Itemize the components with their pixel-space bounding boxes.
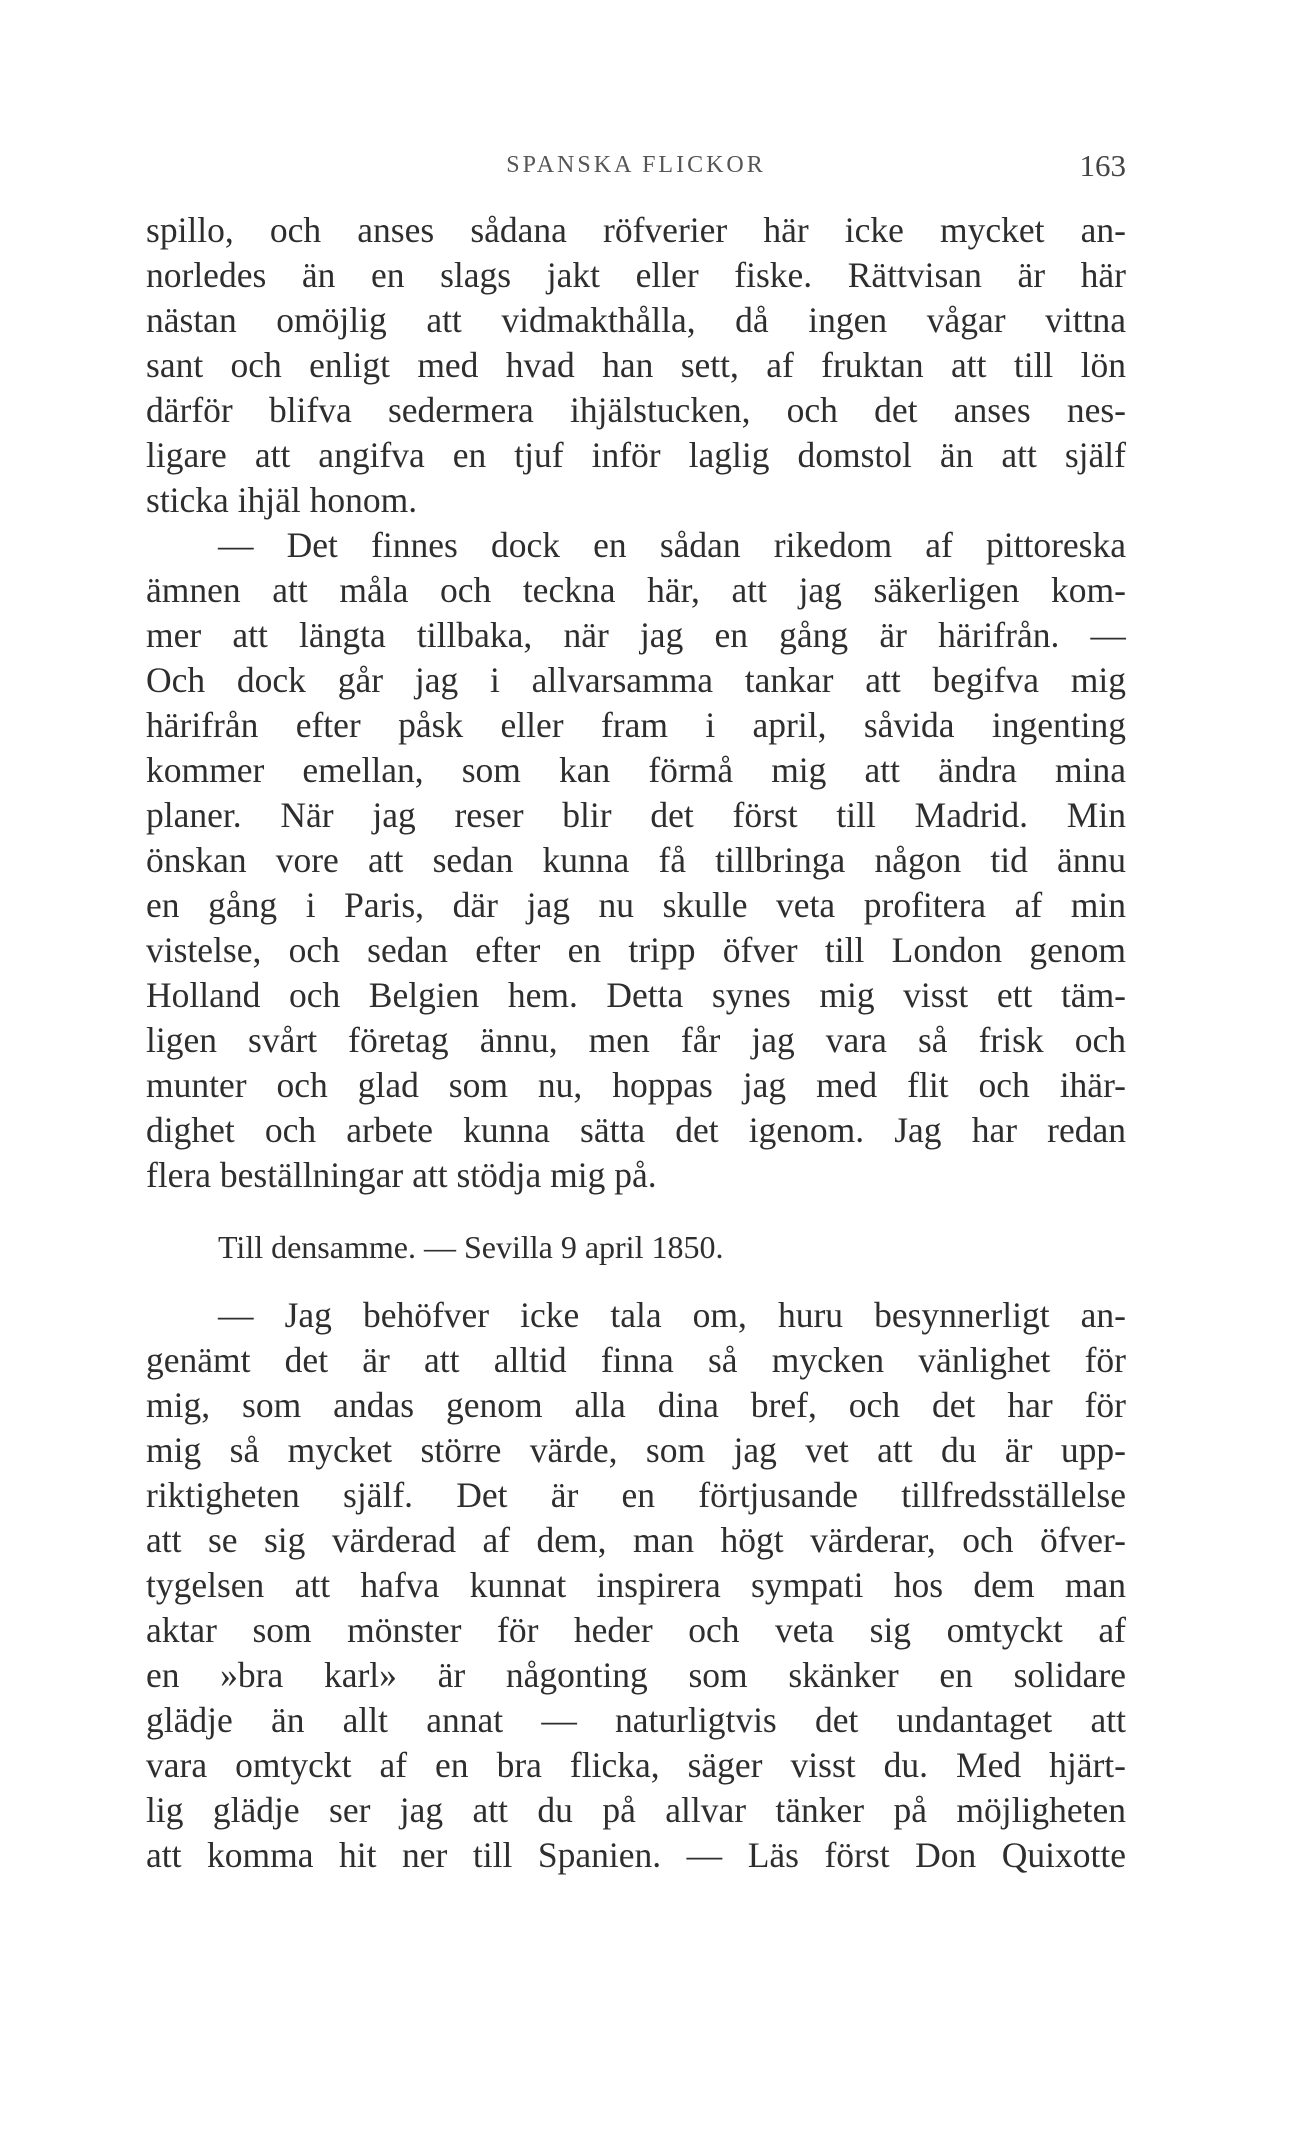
text-line: genämt det är att alltid finna så mycken vänlighet för — [146, 1340, 1126, 1380]
text-line: Holland och Belgien hem. Detta synes mig visst ett täm- — [146, 975, 1126, 1015]
text-line: norledes än en slags jakt eller fiske. Rättvisan är här — [146, 255, 1126, 295]
page-number: 163 — [1079, 148, 1126, 183]
text-line: flera beställningar att stödja mig på. — [146, 1155, 657, 1195]
text-line: — Det finnes dock en sådan rikedom af pittoreska — [218, 525, 1126, 565]
text-line: att se sig värderad af dem, man högt värderar, och öfver- — [146, 1520, 1126, 1560]
text-line: nästan omöjlig att vidmakthålla, då ingen vågar vittna — [146, 300, 1126, 340]
text-line: en »bra karl» är någonting som skänker en solidare — [146, 1655, 1126, 1695]
text-line: Och dock går jag i allvarsamma tankar att begifva mig — [146, 660, 1126, 700]
letter-heading: Till densamme. — Sevilla 9 april 1850. — [218, 1229, 724, 1265]
text-line: dighet och arbete kunna sätta det igenom. Jag har redan — [146, 1110, 1126, 1150]
text-line: önskan vore att sedan kunna få tillbringa någon tid ännu — [146, 840, 1126, 880]
body-text — [146, 208, 1126, 1878]
text-line: ligare att angifva en tjuf inför laglig domstol än att själf — [146, 435, 1126, 475]
text-line: därför blifva sedermera ihjälstucken, och det anses nes- — [146, 390, 1126, 430]
spacer — [146, 1270, 1126, 1293]
text-line: ämnen att måla och teckna här, att jag säkerligen kom- — [146, 570, 1126, 610]
text-line: mer att längta tillbaka, när jag en gång är härifrån. — — [146, 615, 1126, 655]
text-line: aktar som mönster för heder och veta sig omtyckt af — [146, 1610, 1126, 1650]
text-line: härifrån efter påsk eller fram i april, såvida ingenting — [146, 705, 1126, 745]
text-line: munter och glad som nu, hoppas jag med flit och ihär- — [146, 1065, 1126, 1105]
text-line: sticka ihjäl honom. — [146, 480, 418, 520]
text-line: sant och enligt med hvad han sett, af fruktan att till lön — [146, 345, 1126, 385]
text-line: ligen svårt företag ännu, men får jag vara så frisk och — [146, 1020, 1126, 1060]
text-line: riktigheten själf. Det är en förtjusande tillfredsställelse — [146, 1475, 1126, 1515]
text-line: en gång i Paris, där jag nu skulle veta profitera af min — [146, 885, 1126, 925]
text-line: planer. När jag reser blir det först till Madrid. Min — [146, 795, 1126, 835]
text-line: spillo, och anses sådana röfverier här icke mycket an- — [146, 210, 1126, 250]
text-line: vara omtyckt af en bra flicka, säger visst du. Med hjärt- — [146, 1745, 1126, 1785]
text-line: mig, som andas genom alla dina bref, och det har för — [146, 1385, 1126, 1425]
text-line: glädje än allt annat — naturligtvis det undantaget att — [146, 1700, 1126, 1740]
text-line: — Jag behöfver icke tala om, huru besynnerligt an- — [218, 1295, 1126, 1335]
text-line: tygelsen att hafva kunnat inspirera sympati hos dem man — [146, 1565, 1126, 1605]
text-line: att komma hit ner till Spanien. — Läs först Don Quixotte — [146, 1835, 1126, 1875]
text-line: kommer emellan, som kan förmå mig att ändra mina — [146, 750, 1126, 790]
text-line: lig glädje ser jag att du på allvar tänker på möjligheten — [146, 1790, 1126, 1830]
spacer — [146, 1198, 1126, 1225]
page-header — [146, 148, 1126, 188]
text-line: vistelse, och sedan efter en tripp öfver till London genom — [146, 930, 1126, 970]
text-line: mig så mycket större värde, som jag vet att du är upp- — [146, 1430, 1126, 1470]
running-head: SPANSKA FLICKOR — [506, 152, 766, 178]
